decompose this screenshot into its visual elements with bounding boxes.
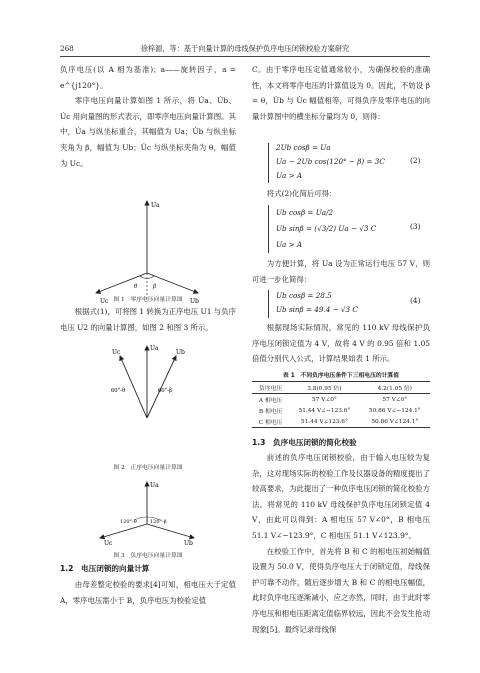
right-text-eq3-intro <box>252 186 430 202</box>
ua-label: Ua <box>151 202 160 209</box>
table-header-row <box>252 382 430 394</box>
angle-left-label: 120°-θ <box>120 519 137 525</box>
paragraph: 由母差整定校验的要求[4]可知，相电压大于定值 A，零序电压需小于 B，负序电压为校验定值 <box>60 580 236 605</box>
ub-vector <box>147 356 176 418</box>
right-text-eq4-intro <box>252 256 430 287</box>
uc-vector <box>96 273 147 293</box>
paragraph: C。由于零序电压定值通常较小，为确保校验的准确性，本文将零序电压的计算值设为 0。因此，不妨设 β = θ，U̇b 与 U̇c 幅值相等，可得负序及零序电压的向量计算图中的横坐标分量均为 0，则得： <box>252 65 430 121</box>
table-header-cell: 4.2(1.05 倍) <box>360 382 430 394</box>
ub-label: Ub <box>190 298 199 305</box>
ua-label: Ua <box>150 482 159 489</box>
left-text-bottom <box>60 577 236 608</box>
table-cell: 50.86 V∠124.1° <box>360 416 430 428</box>
right-text-table-intro <box>252 320 430 367</box>
table-cell: 57 V∠0° <box>311 396 337 403</box>
ua-label: Ua <box>150 345 159 352</box>
angle-left-label: 60°-θ <box>111 388 126 394</box>
uc-label: Uc <box>104 540 113 546</box>
equation-line: Ub cosβ = 28.5 <box>276 291 332 300</box>
equation-3-number: (3) <box>410 222 421 231</box>
equation-line: Ub sinβ = 49.4 − √3 C <box>276 305 358 314</box>
equation-4 <box>276 289 358 317</box>
equation-line: 2Ub cosβ = Ua <box>276 143 331 152</box>
right-text-bottom <box>252 450 430 637</box>
uc-vector <box>100 524 147 538</box>
left-text-mid <box>60 304 236 335</box>
equation-3 <box>276 205 376 253</box>
right-text-top <box>252 62 430 124</box>
equation-line: Ua > A <box>276 171 303 180</box>
table-cell: 51.44 V∠123.6° <box>289 416 359 428</box>
figure-2-diagram <box>92 340 202 430</box>
paragraph: 将式(2)化简后可得： <box>266 189 337 198</box>
equation-line: Ua − 2Ub cos(120° − β) = 3C <box>276 157 385 166</box>
left-text-top <box>60 62 236 171</box>
angle-right-label: 120°-β <box>150 519 167 525</box>
section-heading-1-2: 1.2 电压闭锁的向量计算 <box>60 564 150 573</box>
figure-1-caption: 图 1 零序电压向量计算图 <box>113 297 183 303</box>
table-header-cell: 负序电压 <box>252 382 289 394</box>
beta-label: β <box>153 284 157 290</box>
table-1-title: 表 1 不同负序电压条件下三相电压的计算值 <box>282 373 400 379</box>
table-cell: 57 V∠0° <box>382 396 408 403</box>
theta-label: θ <box>134 284 138 290</box>
table-row <box>252 405 430 416</box>
paragraph: 负序电压(以 A 相为基准)；a——旋转因子，a = e^{j120°}。 <box>60 65 236 90</box>
ub-vector <box>147 273 198 293</box>
uc-vector <box>120 356 147 418</box>
equation-4-number: (4) <box>410 296 421 305</box>
ub-label: Ub <box>184 540 193 546</box>
ub-vector <box>147 524 194 538</box>
section-heading-1-3: 1.3 负序电压闭锁的简化校验 <box>252 438 357 447</box>
paragraph: 为方便计算，将 Ua 设为正常运行电压 57 V，则可进一步化简得： <box>252 259 430 284</box>
paragraph: 根据式(1)，可将图 1 转换为正序电压 U1 与负序电压 U2 的向量计算图，如图 2 和图 3 所示。 <box>60 307 236 332</box>
uc-label: Uc <box>112 349 121 356</box>
table-cell: C 相电压 <box>252 416 289 428</box>
table-cell: A 相电压 <box>258 398 283 404</box>
table-header-cell: 3.8(0.95 倍) <box>289 382 359 394</box>
header-rule <box>60 56 430 57</box>
running-title: 徐梓源，等：基于向量计算的母线保护负序电压闭锁校验方案研究 <box>140 44 350 53</box>
equation-line: Ub sinβ = (√3/2) Ua − √3 C <box>276 224 377 233</box>
equation-brace <box>268 143 269 183</box>
figure-2-caption: 图 2 正序电压向量计算图 <box>113 465 183 471</box>
table-1 <box>252 381 430 428</box>
angle-right-label: 60°-β <box>158 388 172 394</box>
table-row <box>252 394 430 406</box>
table-cell: 50.86 V∠−124.1° <box>368 407 421 414</box>
paragraph: 根据现场实际情况，常见的 110 kV 母线保护负序电压闭锁定值为 4 V，故将 4 V 的 0.95 倍和 1.05 倍值分别代入公式，计算结果如表 1 所示。 <box>252 323 430 364</box>
table-cell: 51.44 V∠−123.6° <box>298 407 351 414</box>
equation-2 <box>276 141 385 183</box>
figure-1-diagram <box>82 195 212 307</box>
ub-label: Ub <box>176 349 185 356</box>
page-number: 268 <box>60 44 74 53</box>
equation-line: Ub cosβ = Ua/2 <box>276 208 334 217</box>
paragraph: 在校验工作中，首先将 B 和 C 的相电压初始幅值设置为 50.0 V，使得负序电压大于闭锁定值，母线保护可靠不动作，随后逐步增大 B 和 C 的相电压幅值，此时负序电压逐渐减小，应之亦然，同时，由于此时零序电压和相电压距离定值临界较远，因此不会发生抢动现象[5]。最终记录母线保 <box>252 546 430 634</box>
table-cell: B 相电压 <box>258 409 283 415</box>
equation-line: Ua > A <box>276 240 303 249</box>
uc-label: Uc <box>100 298 109 305</box>
equation-2-number: (2) <box>410 156 421 165</box>
equation-brace <box>268 205 269 253</box>
figure-3-caption: 图 3 负序电压向量计算图 <box>113 553 183 559</box>
equation-brace <box>268 290 269 318</box>
paragraph: 零序电压向量计算如图 1 所示，将 U̇a、U̇b、U̇c 用向量图的形式表示，即零序电压向量计算图。其中，U̇a 与纵坐标重合，其幅值为 Ua；U̇b 与纵坐标夹角为 β，幅值为 Ub；U̇c 与纵坐标夹角为 θ，幅值为 Uc。 <box>60 96 236 168</box>
figure-3-diagram <box>82 478 212 546</box>
paragraph: 前述的负序电压闭锁校验，由于输入电压较为复杂，这对现场实际的校验工作及仪器设备的精度提出了较高要求，为此提出了一种负序电压闭锁的简化校验方法。将常见的 110 kV 母线保护负序电压闭锁定值 4 V，由此可以得到：A 相电压 57 V∠0°，B 相电压 51.1 V∠−123.9°，C 相电压 51.1 V∠123.9°。 <box>252 453 430 540</box>
table-row <box>252 416 430 428</box>
